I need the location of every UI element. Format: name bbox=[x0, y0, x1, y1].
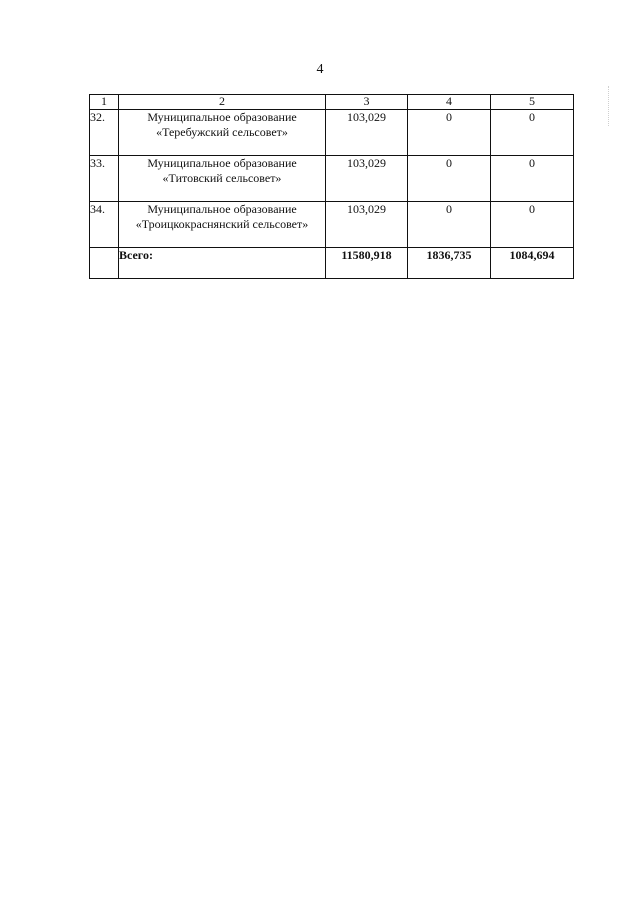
municipality-type: Муниципальное образование bbox=[147, 156, 297, 170]
total-empty-cell bbox=[90, 248, 119, 279]
municipality-type: Муниципальное образование bbox=[147, 202, 297, 216]
value-col4: 0 bbox=[408, 156, 491, 202]
value-col3: 103,029 bbox=[326, 156, 408, 202]
page-number: 4 bbox=[316, 62, 324, 77]
column-header-3: 3 bbox=[326, 95, 408, 110]
row-number: 34. bbox=[90, 202, 119, 248]
value-col3: 103,029 bbox=[326, 110, 408, 156]
total-label: Всего: bbox=[119, 248, 326, 279]
table-row bbox=[90, 110, 574, 156]
total-col3: 11580,918 bbox=[326, 248, 408, 279]
table-header-row bbox=[90, 95, 574, 110]
value-col5: 0 bbox=[491, 202, 574, 248]
municipality-title: «Теребужский сельсовет» bbox=[156, 125, 288, 139]
municipality-title: «Титовский сельсовет» bbox=[162, 171, 282, 185]
allocation-table bbox=[89, 94, 574, 279]
table-row bbox=[90, 156, 574, 202]
margin-scan-marks bbox=[608, 86, 611, 126]
municipality-name bbox=[119, 110, 326, 156]
value-col5: 0 bbox=[491, 110, 574, 156]
column-header-4: 4 bbox=[408, 95, 491, 110]
column-header-1: 1 bbox=[90, 95, 119, 110]
column-header-5: 5 bbox=[491, 95, 574, 110]
total-col5: 1084,694 bbox=[491, 248, 574, 279]
total-row bbox=[90, 248, 574, 279]
value-col5: 0 bbox=[491, 156, 574, 202]
row-number: 33. bbox=[90, 156, 119, 202]
municipality-type: Муниципальное образование bbox=[147, 110, 297, 124]
municipality-name bbox=[119, 156, 326, 202]
municipality-name bbox=[119, 202, 326, 248]
value-col4: 0 bbox=[408, 110, 491, 156]
table-row bbox=[90, 202, 574, 248]
value-col4: 0 bbox=[408, 202, 491, 248]
total-col4: 1836,735 bbox=[408, 248, 491, 279]
value-col3: 103,029 bbox=[326, 202, 408, 248]
row-number: 32. bbox=[90, 110, 119, 156]
column-header-2: 2 bbox=[119, 95, 326, 110]
municipality-title: «Троицкокраснянский сельсовет» bbox=[135, 217, 309, 231]
